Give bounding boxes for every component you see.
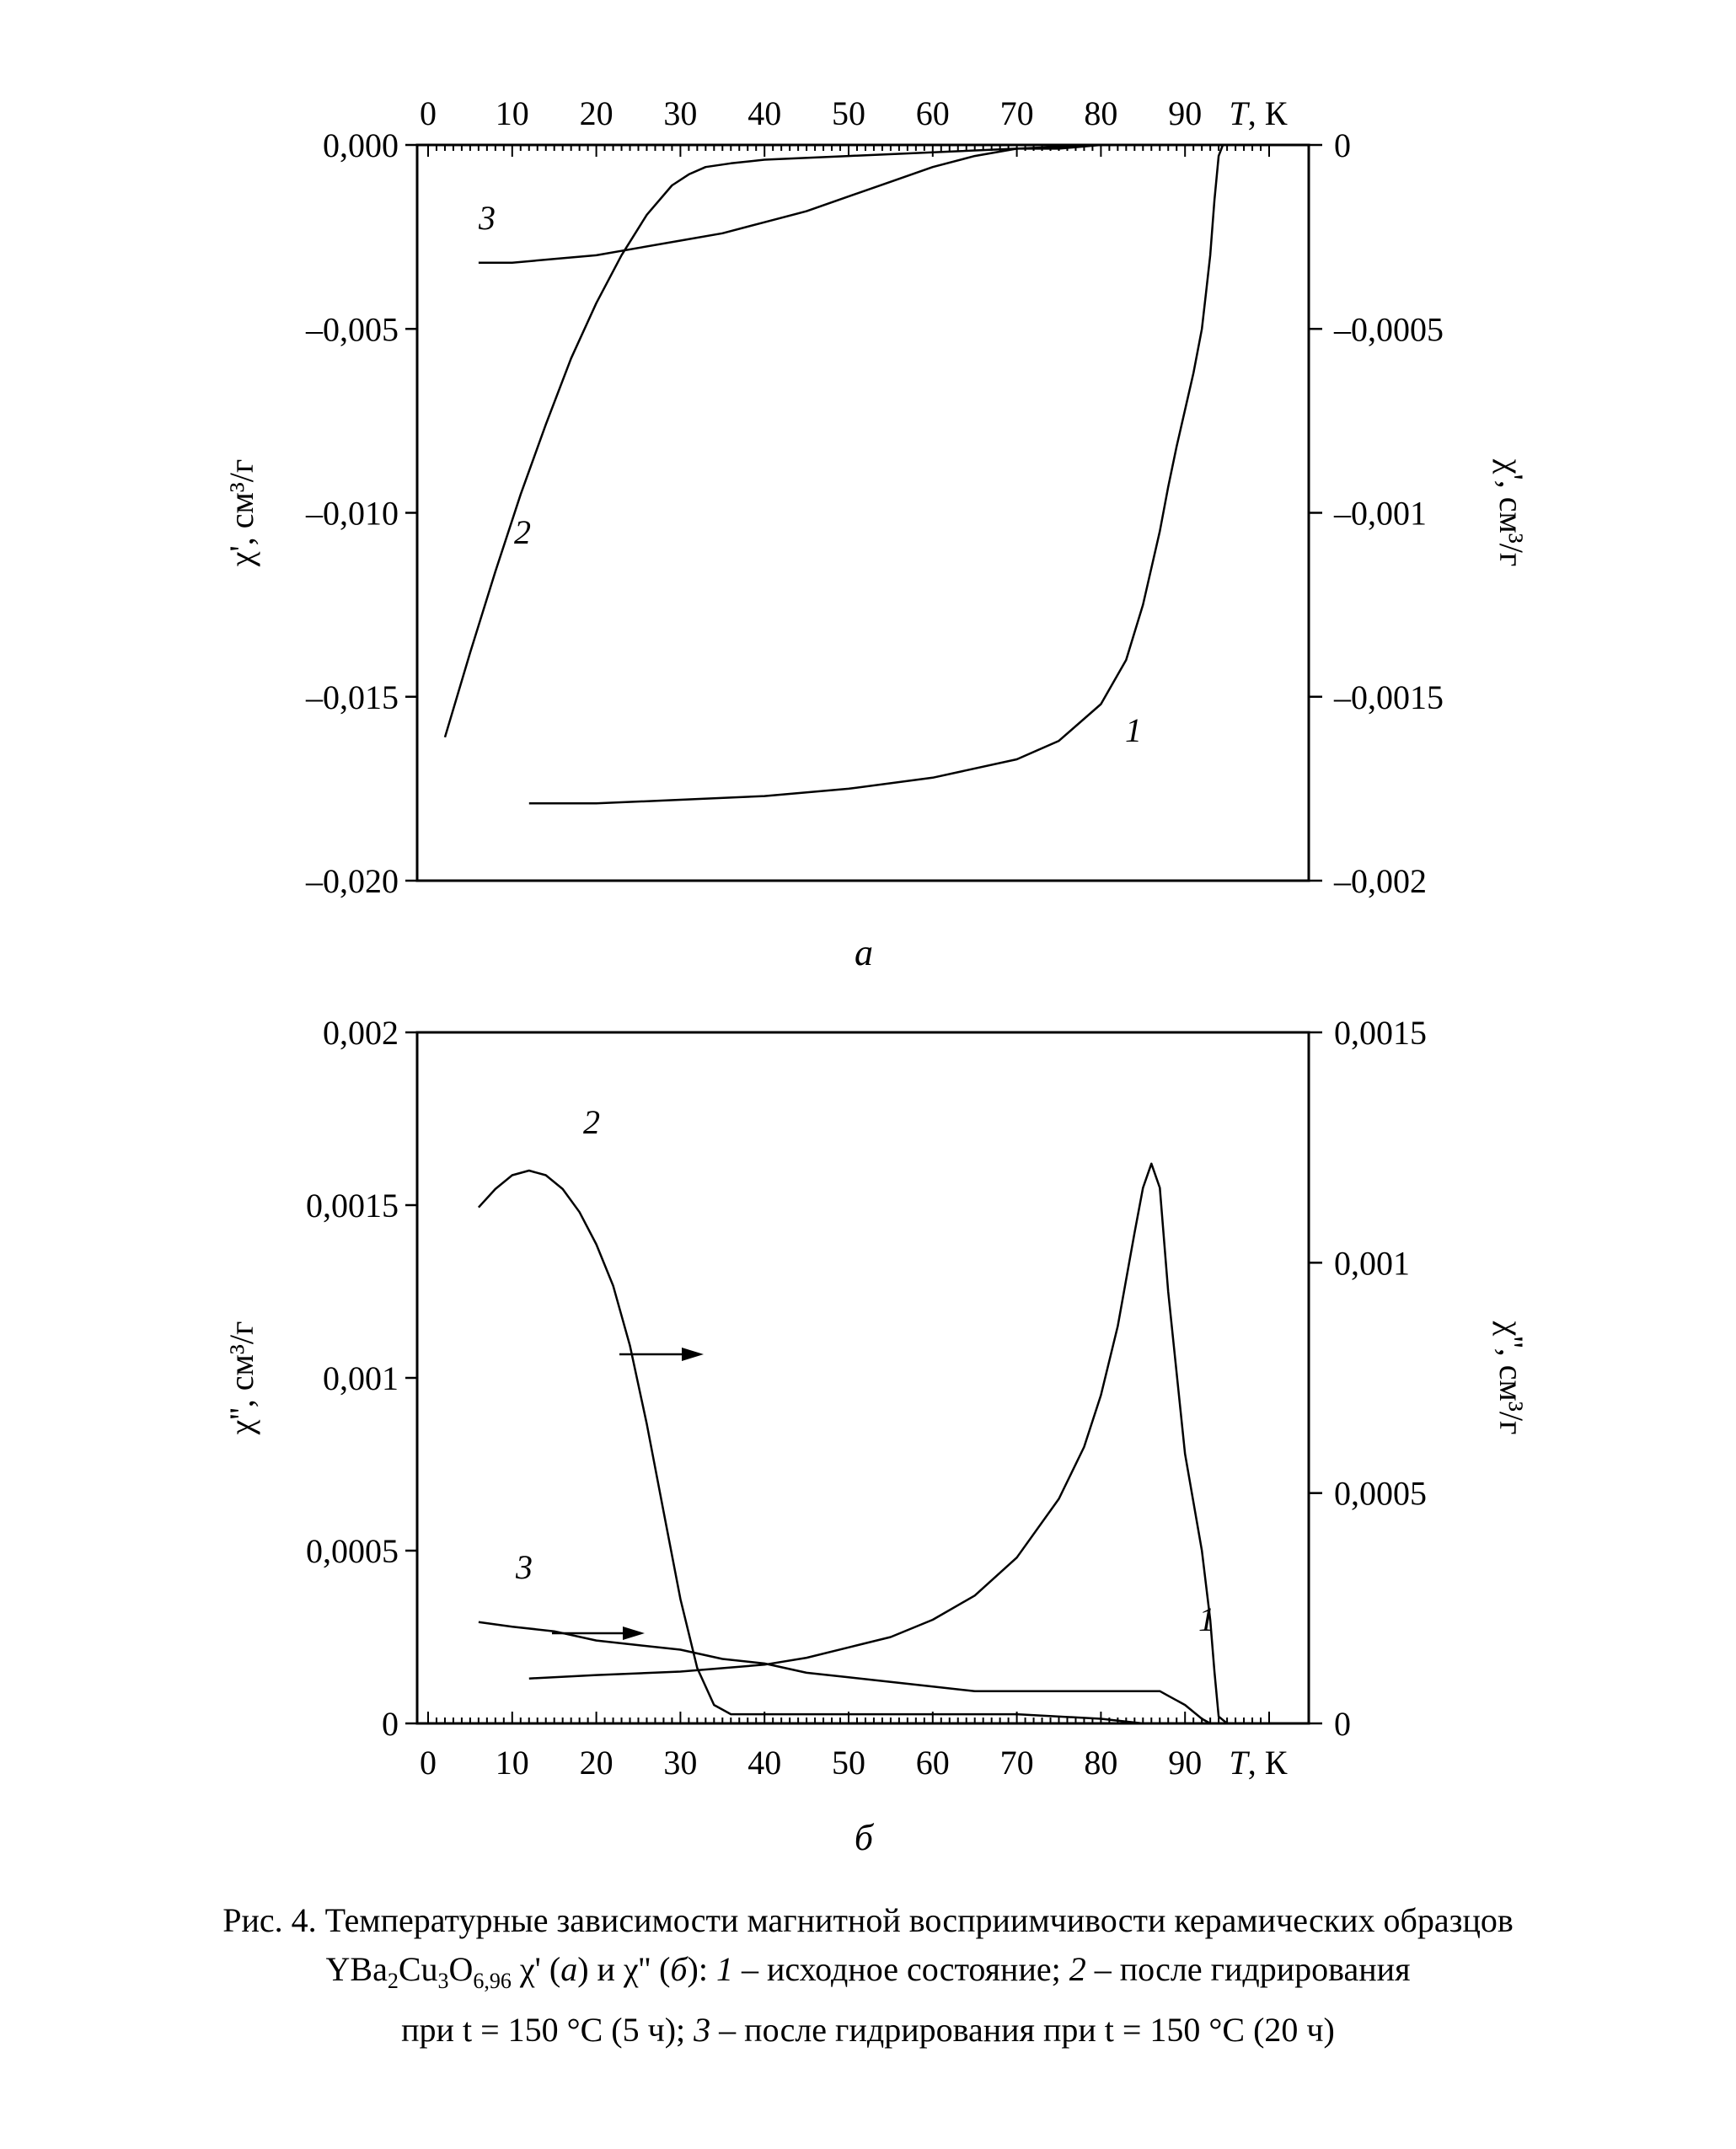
x-tick-label: 20	[579, 94, 613, 132]
y-left-tick-label: 0,0015	[306, 1187, 399, 1225]
caption-panel-b-ref: б	[670, 1950, 688, 1988]
caption-curve-3-ref: 3	[694, 2011, 711, 2049]
x-tick-label: 0	[420, 1744, 437, 1782]
caption-text: при t = 150 °С (5 ч);	[401, 2011, 694, 2049]
series-3-line	[479, 145, 1185, 263]
plot-frame	[417, 145, 1309, 881]
y-right-tick-label: 0,001	[1334, 1244, 1410, 1283]
x-tick-label: 60	[915, 1744, 950, 1782]
x-tick-label: 90	[1168, 1744, 1203, 1782]
plot-frame	[417, 1032, 1309, 1723]
y-right-tick-label: 0	[1334, 126, 1351, 164]
x-tick-label: 70	[999, 1744, 1034, 1782]
x-tick-label: 30	[663, 1744, 698, 1782]
caption-curve-1-ref: 1	[715, 1950, 733, 1988]
x-axis-label: T, К	[1229, 1744, 1288, 1782]
x-tick-label: 20	[579, 1744, 613, 1782]
caption-formula-sub: 3	[437, 1969, 449, 1993]
y-right-tick-label: –0,002	[1334, 862, 1427, 900]
series-1-line	[529, 1164, 1227, 1723]
y-right-tick-label: 0,0015	[1334, 1014, 1427, 1052]
y-left-tick-label: 0,000	[323, 126, 399, 164]
x-tick-label: 40	[747, 1744, 782, 1782]
x-tick-label: 40	[747, 94, 782, 132]
series-2-label: 2	[583, 1103, 600, 1141]
caption-text: ):	[687, 1950, 716, 1988]
caption-line-3	[0, 2006, 1736, 2055]
x-tick-label: 0	[420, 94, 437, 132]
y-left-axis-label: χ'', см³/г	[222, 1321, 260, 1435]
series-3-label: 3	[516, 1548, 533, 1586]
x-tick-label: 30	[663, 94, 698, 132]
y-right-tick-label: –0,0015	[1334, 678, 1444, 716]
right-axis-arrowhead	[623, 1626, 645, 1640]
caption-formula-sub: 2	[387, 1969, 399, 1993]
caption-text: – после гидрирования	[1085, 1950, 1411, 1988]
caption-formula-sub: 6,96	[473, 1969, 512, 1993]
x-axis-label: T, К	[1229, 94, 1288, 132]
y-left-tick-label: –0,010	[306, 494, 399, 533]
x-tick-label: 80	[1084, 1744, 1118, 1782]
caption-line-2	[0, 1945, 1736, 2006]
y-right-axis-label: χ'', см³/г	[1492, 1321, 1530, 1435]
caption-formula-part: YBa	[325, 1950, 388, 1988]
y-left-tick-label: 0,0005	[306, 1532, 399, 1570]
caption-text: χ' (	[511, 1950, 561, 1988]
caption-formula-part: O	[448, 1950, 474, 1988]
x-tick-label: 10	[495, 1744, 529, 1782]
x-tick-label: 90	[1168, 94, 1203, 132]
caption-curve-2-ref: 2	[1069, 1950, 1086, 1988]
series-2-label: 2	[514, 513, 531, 551]
x-tick-label: 60	[915, 94, 950, 132]
panel-label: б	[854, 1817, 874, 1858]
caption-line-1: Рис. 4. Температурные зависимости магнитной восприимчивости керамических образцов	[222, 1901, 1514, 1939]
y-left-tick-label: –0,015	[306, 678, 399, 716]
y-left-tick-label: –0,005	[306, 310, 399, 349]
x-tick-label: 50	[832, 1744, 865, 1782]
x-tick-label: 70	[999, 94, 1034, 132]
panel-b-chart	[222, 1014, 1530, 1858]
series-1-label: 1	[1125, 711, 1142, 749]
y-left-tick-label: 0	[382, 1705, 399, 1743]
y-left-tick-label: –0,020	[306, 862, 399, 900]
panel-a-chart	[222, 94, 1530, 973]
caption-text: – исходное состояние;	[732, 1950, 1069, 1988]
y-right-axis-label: χ', см³/г	[1492, 458, 1530, 567]
x-tick-label: 10	[495, 94, 529, 132]
x-tick-label: 50	[832, 94, 865, 132]
series-2-line	[445, 145, 1101, 737]
figure-caption	[0, 1896, 1736, 2055]
y-right-tick-label: –0,001	[1334, 494, 1427, 533]
series-2-line	[479, 1171, 1160, 1723]
series-3-line	[479, 1622, 1210, 1723]
series-3-label: 3	[479, 199, 496, 237]
series-1-line	[529, 145, 1223, 803]
y-right-tick-label: –0,0005	[1334, 310, 1444, 349]
caption-panel-a-ref: а	[560, 1950, 578, 1988]
y-right-tick-label: 0	[1334, 1705, 1351, 1743]
right-axis-arrowhead	[682, 1348, 704, 1361]
caption-formula-part: Cu	[398, 1950, 438, 1988]
x-tick-label: 80	[1084, 94, 1118, 132]
series-1-label: 1	[1198, 1600, 1215, 1638]
y-right-tick-label: 0,0005	[1334, 1474, 1427, 1513]
caption-text: – после гидрирования при t = 150 °С (20 ч)	[710, 2011, 1335, 2049]
y-left-axis-label: χ', см³/г	[222, 458, 260, 567]
y-left-tick-label: 0,001	[323, 1359, 399, 1397]
panel-label: а	[855, 932, 873, 973]
caption-text: ) и χ'' (	[577, 1950, 671, 1988]
y-left-tick-label: 0,002	[323, 1014, 399, 1052]
